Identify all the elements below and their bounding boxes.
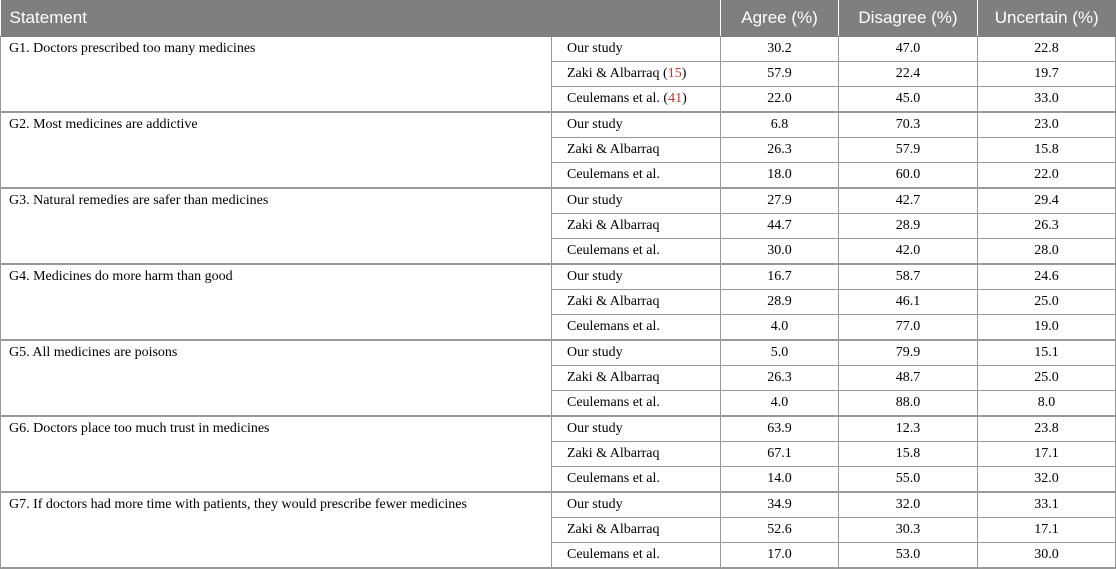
- study-cell: [552, 416, 721, 442]
- study-name: Our study: [567, 345, 623, 361]
- disagree-value: 57.9: [839, 138, 978, 163]
- table-row: [1, 264, 1116, 290]
- uncertain-value: 28.0: [978, 239, 1116, 265]
- table-row: [1, 416, 1116, 442]
- study-name: Our study: [567, 269, 623, 285]
- study-cell: [552, 442, 721, 467]
- study-name: Zaki & Albarraq: [567, 446, 660, 462]
- header-agree: Agree (%): [721, 0, 839, 37]
- study-cell: [552, 340, 721, 366]
- study-cell: [552, 264, 721, 290]
- study-cell: [552, 188, 721, 214]
- disagree-value: 32.0: [839, 492, 978, 518]
- study-cell: [552, 163, 721, 189]
- statement-cell: G4. Medicines do more harm than good: [1, 264, 552, 340]
- study-cell: [552, 37, 721, 62]
- agree-value: 22.0: [721, 87, 839, 113]
- study-cell: [552, 112, 721, 138]
- study-name: Zaki & Albarraq: [567, 218, 660, 234]
- study-cell: [552, 366, 721, 391]
- agree-value: 30.0: [721, 239, 839, 265]
- uncertain-value: 17.1: [978, 442, 1116, 467]
- disagree-value: 28.9: [839, 214, 978, 239]
- uncertain-value: 19.7: [978, 62, 1116, 87]
- study-cell: [552, 543, 721, 569]
- agree-value: 57.9: [721, 62, 839, 87]
- study-name: Ceulemans et al.: [567, 167, 660, 183]
- uncertain-value: 30.0: [978, 543, 1116, 569]
- agree-value: 16.7: [721, 264, 839, 290]
- agree-value: 63.9: [721, 416, 839, 442]
- uncertain-value: 22.0: [978, 163, 1116, 189]
- uncertain-value: 8.0: [978, 391, 1116, 417]
- uncertain-value: 33.0: [978, 87, 1116, 113]
- agree-value: 18.0: [721, 163, 839, 189]
- study-name: Zaki & Albarraq: [567, 294, 660, 310]
- agree-value: 44.7: [721, 214, 839, 239]
- disagree-value: 48.7: [839, 366, 978, 391]
- study-name: Zaki & Albarraq: [567, 522, 660, 538]
- agree-value: 28.9: [721, 290, 839, 315]
- table-row: [1, 188, 1116, 214]
- citation-link[interactable]: 15: [667, 66, 682, 82]
- uncertain-value: 23.8: [978, 416, 1116, 442]
- agree-value: 26.3: [721, 138, 839, 163]
- study-name: Our study: [567, 41, 623, 57]
- agree-value: 26.3: [721, 366, 839, 391]
- agree-value: 4.0: [721, 315, 839, 341]
- disagree-value: 15.8: [839, 442, 978, 467]
- uncertain-value: 23.0: [978, 112, 1116, 138]
- uncertain-value: 24.6: [978, 264, 1116, 290]
- disagree-value: 79.9: [839, 340, 978, 366]
- study-name: Ceulemans et al.: [567, 319, 660, 335]
- statement-cell: G7. If doctors had more time with patients, they would prescribe fewer medicines: [1, 492, 552, 568]
- study-cell: [552, 315, 721, 341]
- study-name: Our study: [567, 117, 623, 133]
- agree-value: 5.0: [721, 340, 839, 366]
- agree-value: 17.0: [721, 543, 839, 569]
- uncertain-value: 33.1: [978, 492, 1116, 518]
- study-cell: Ceulemans et al. (41): [552, 87, 721, 113]
- uncertain-value: 25.0: [978, 366, 1116, 391]
- agree-value: 14.0: [721, 467, 839, 493]
- statement-cell: G3. Natural remedies are safer than medicines: [1, 188, 552, 264]
- disagree-value: 60.0: [839, 163, 978, 189]
- study-cell: [552, 391, 721, 417]
- statement-cell: G1. Doctors prescribed too many medicines: [1, 37, 552, 113]
- agree-value: 67.1: [721, 442, 839, 467]
- disagree-value: 58.7: [839, 264, 978, 290]
- table-row: [1, 112, 1116, 138]
- agree-value: 4.0: [721, 391, 839, 417]
- uncertain-value: 32.0: [978, 467, 1116, 493]
- disagree-value: 77.0: [839, 315, 978, 341]
- uncertain-value: 19.0: [978, 315, 1116, 341]
- study-cell: Zaki & Albarraq (15): [552, 62, 721, 87]
- disagree-value: 47.0: [839, 37, 978, 62]
- statement-cell: G2. Most medicines are addictive: [1, 112, 552, 188]
- study-cell: [552, 467, 721, 493]
- study-name: Our study: [567, 497, 623, 513]
- study-name: Ceulemans et al.: [567, 395, 660, 411]
- statement-cell: G5. All medicines are poisons: [1, 340, 552, 416]
- study-name: Zaki & Albarraq: [567, 370, 660, 386]
- study-name: Ceulemans et al.: [567, 471, 660, 487]
- study-name: Zaki & Albarraq: [567, 142, 660, 158]
- study-name: Ceulemans et al.: [567, 547, 660, 563]
- disagree-value: 46.1: [839, 290, 978, 315]
- study-name: Zaki & Albarraq: [567, 66, 660, 82]
- study-cell: [552, 518, 721, 543]
- agree-value: 34.9: [721, 492, 839, 518]
- agree-value: 52.6: [721, 518, 839, 543]
- agree-value: 27.9: [721, 188, 839, 214]
- disagree-value: 42.7: [839, 188, 978, 214]
- citation-link[interactable]: 41: [668, 91, 683, 107]
- agree-value: 30.2: [721, 37, 839, 62]
- disagree-value: 12.3: [839, 416, 978, 442]
- uncertain-value: 25.0: [978, 290, 1116, 315]
- study-cell: [552, 290, 721, 315]
- table-row: [1, 37, 1116, 62]
- header-statement: Statement: [1, 0, 721, 37]
- agree-value: 6.8: [721, 112, 839, 138]
- uncertain-value: 22.8: [978, 37, 1116, 62]
- study-name: Ceulemans et al.: [567, 243, 660, 259]
- disagree-value: 53.0: [839, 543, 978, 569]
- study-cell: [552, 239, 721, 265]
- disagree-value: 70.3: [839, 112, 978, 138]
- header-disagree: Disagree (%): [839, 0, 978, 37]
- header-uncertain: Uncertain (%): [978, 0, 1116, 37]
- header-row: [1, 0, 1116, 37]
- study-cell: [552, 214, 721, 239]
- table-row: [1, 340, 1116, 366]
- table-row: [1, 492, 1116, 518]
- disagree-value: 88.0: [839, 391, 978, 417]
- study-name: Ceulemans et al.: [567, 91, 660, 107]
- disagree-value: 30.3: [839, 518, 978, 543]
- statement-cell: G6. Doctors place too much trust in medicines: [1, 416, 552, 492]
- uncertain-value: 29.4: [978, 188, 1116, 214]
- uncertain-value: 15.8: [978, 138, 1116, 163]
- disagree-value: 45.0: [839, 87, 978, 113]
- disagree-value: 22.4: [839, 62, 978, 87]
- uncertain-value: 26.3: [978, 214, 1116, 239]
- uncertain-value: 17.1: [978, 518, 1116, 543]
- study-cell: [552, 138, 721, 163]
- study-cell: [552, 492, 721, 518]
- disagree-value: 42.0: [839, 239, 978, 265]
- study-name: Our study: [567, 421, 623, 437]
- uncertain-value: 15.1: [978, 340, 1116, 366]
- study-name: Our study: [567, 193, 623, 209]
- table-body: [1, 37, 1116, 569]
- disagree-value: 55.0: [839, 467, 978, 493]
